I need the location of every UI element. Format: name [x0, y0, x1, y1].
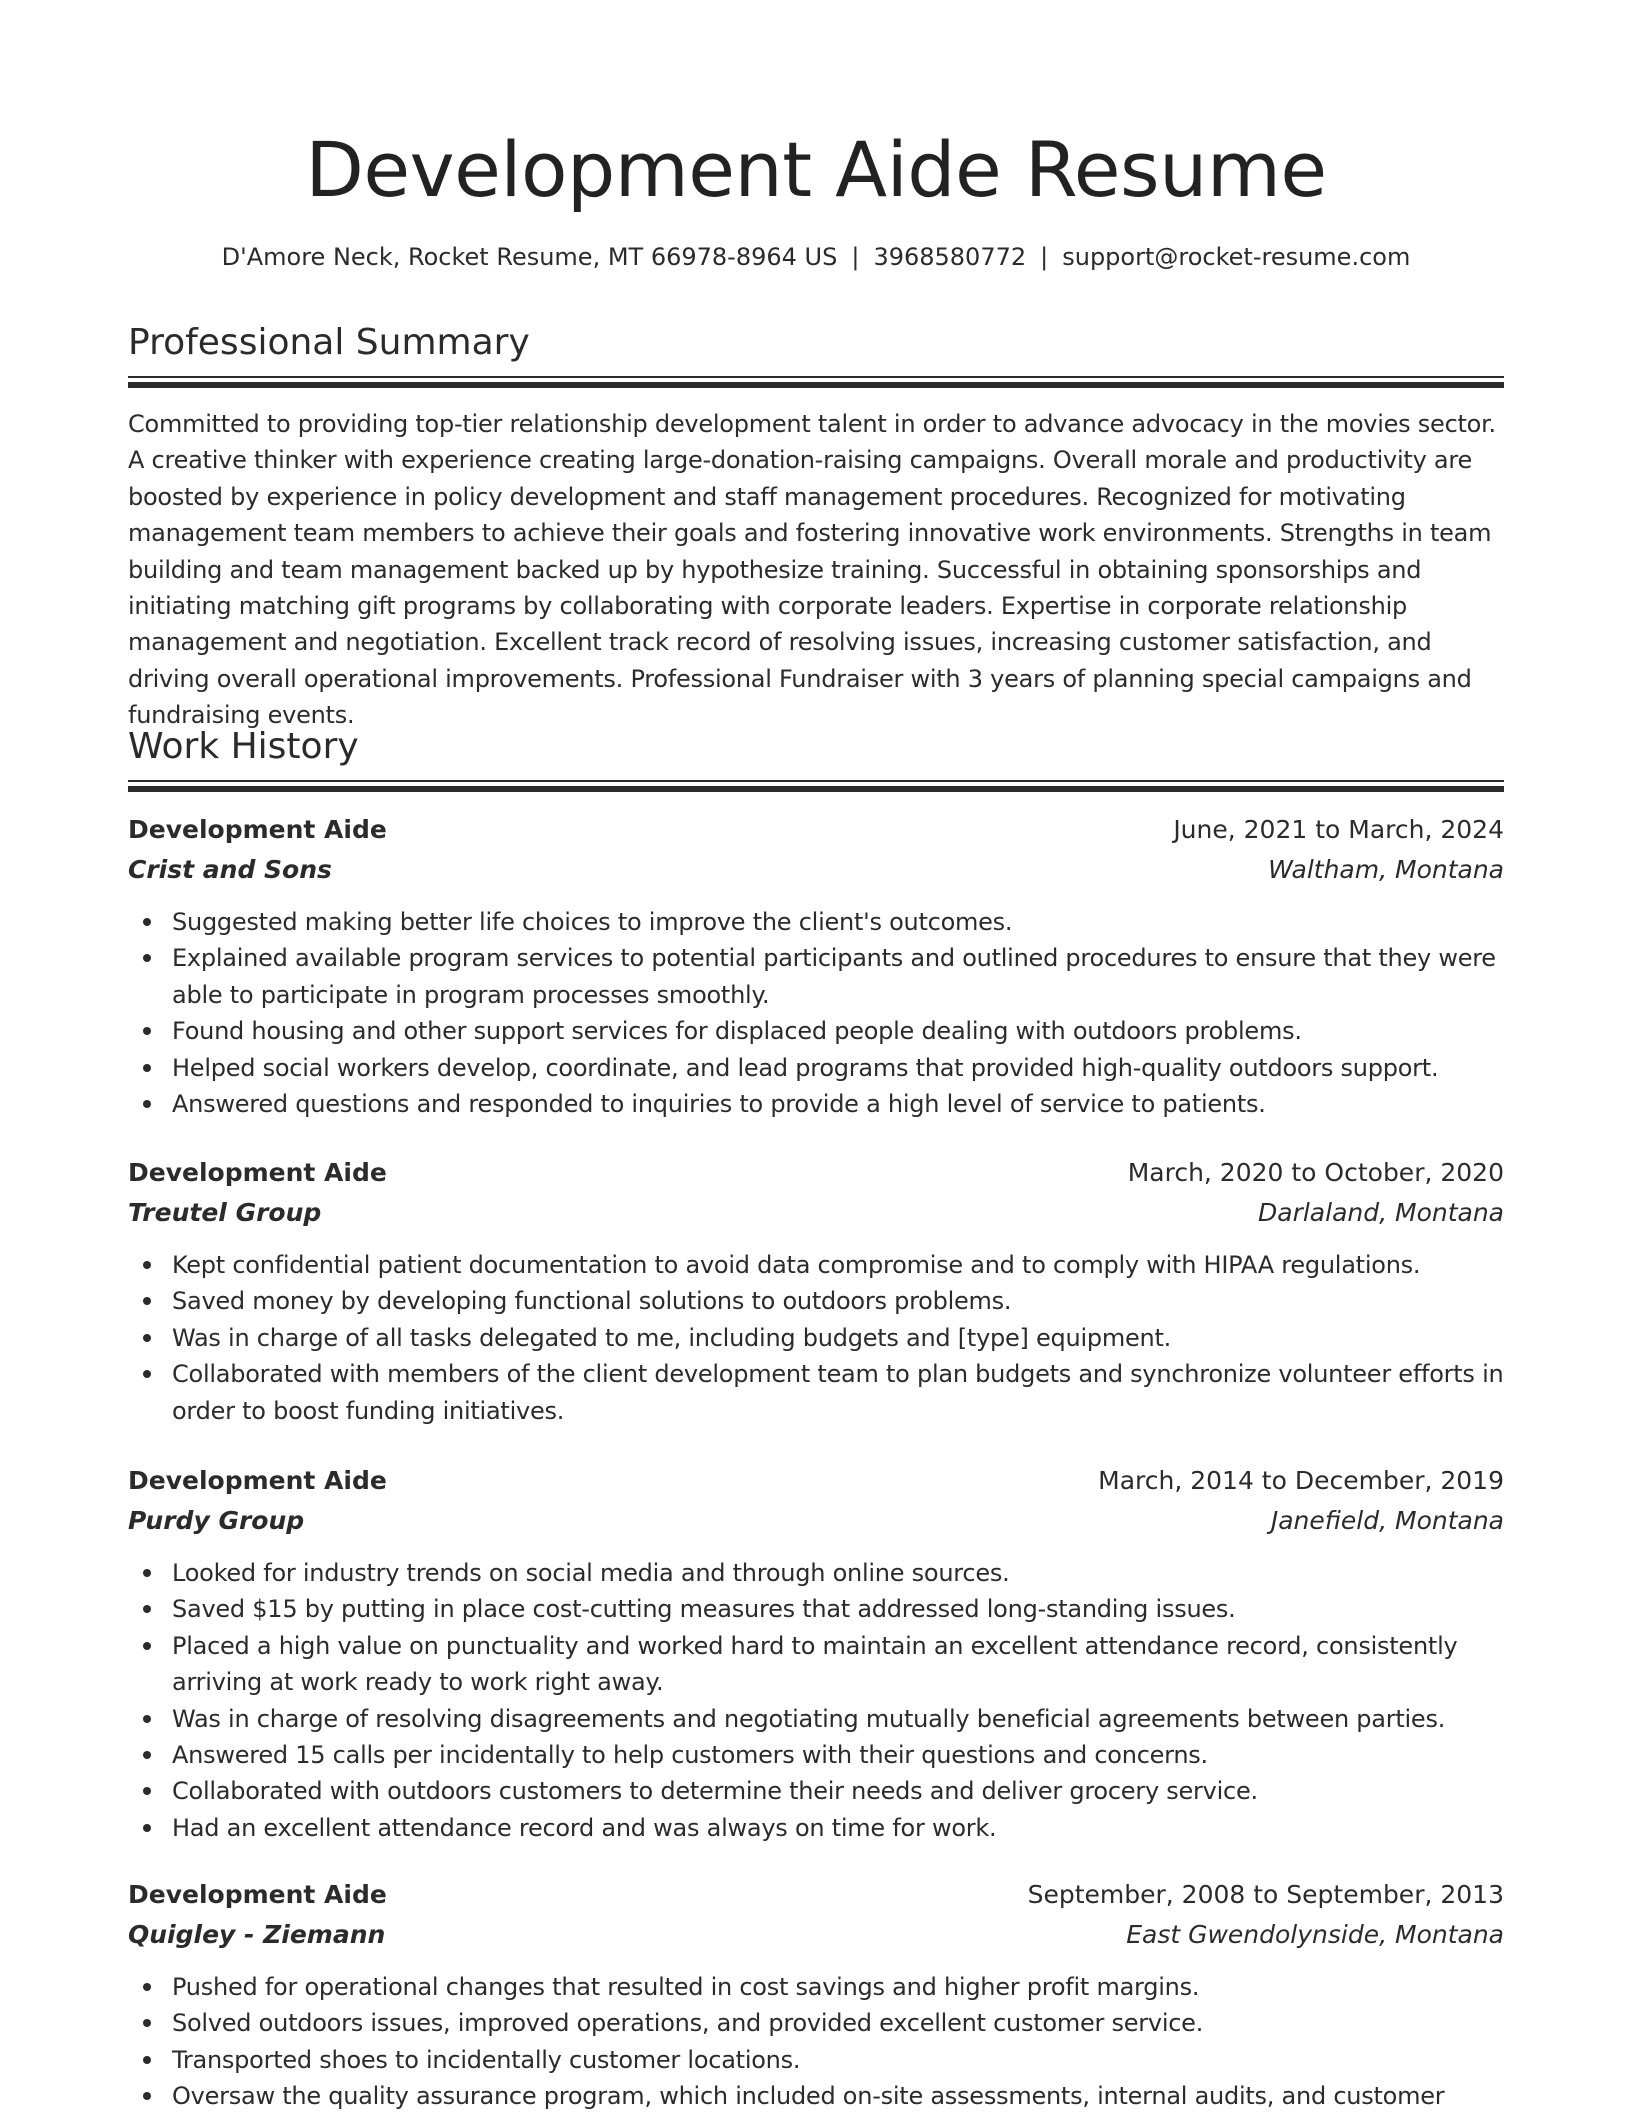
job-header-row — [128, 1875, 1504, 1915]
job-dates: September, 2008 to September, 2013 — [1027, 1880, 1504, 1909]
job-header-row — [128, 810, 1504, 850]
summary-section-header — [128, 318, 1504, 388]
contact-line — [128, 238, 1504, 276]
job-header-row — [128, 1153, 1504, 1193]
list-item: Oversaw the quality assurance program, which included on-site assessments, internal audits, and customer — [128, 2078, 1504, 2114]
list-item: Answered 15 calls per incidentally to help customers with their questions and concerns. — [128, 1737, 1504, 1773]
job-duties-list — [128, 1247, 1504, 1429]
job-company: Quigley - Ziemann — [128, 1920, 386, 1949]
contact-separator: | — [851, 243, 860, 271]
list-item: Suggested making better life choices to improve the client's outcomes. — [128, 904, 1504, 940]
job-company-row — [128, 1193, 1504, 1233]
job-duties-list — [128, 1555, 1504, 1846]
job-dates: March, 2014 to December, 2019 — [1098, 1466, 1504, 1495]
job-entry — [128, 1461, 1504, 1846]
job-location: Darlaland, Montana — [1258, 1198, 1504, 1227]
list-item: Collaborated with outdoors customers to determine their needs and deliver grocery service. — [128, 1773, 1504, 1809]
job-location: Waltham, Montana — [1268, 855, 1504, 884]
list-item: Placed a high value on punctuality and worked hard to maintain an excellent attendance record, consistently arriving at work ready to work right away. — [128, 1628, 1504, 1701]
job-title: Development Aide — [128, 815, 387, 844]
job-dates: March, 2020 to October, 2020 — [1127, 1158, 1504, 1187]
list-item: Had an excellent attendance record and was always on time for work. — [128, 1810, 1504, 1846]
job-company-row — [128, 850, 1504, 890]
list-item: Collaborated with members of the client development team to plan budgets and synchronize volunteer efforts in order to boost funding initiatives. — [128, 1356, 1504, 1429]
contact-email[interactable]: support@rocket-resume.com — [1062, 243, 1411, 271]
resume-title: Development Aide Resume — [305, 125, 1327, 214]
job-company: Treutel Group — [128, 1198, 322, 1227]
job-company-row — [128, 1915, 1504, 1955]
list-item: Saved money by developing functional solutions to outdoors problems. — [128, 1283, 1504, 1319]
contact-phone: 3968580772 — [873, 243, 1027, 271]
job-entry — [128, 810, 1504, 1122]
list-item: Was in charge of all tasks delegated to me, including budgets and [type] equipment. — [128, 1320, 1504, 1356]
list-item: Helped social workers develop, coordinate, and lead programs that provided high-quality outdoors support. — [128, 1050, 1504, 1086]
job-company-row — [128, 1501, 1504, 1541]
list-item: Solved outdoors issues, improved operations, and provided excellent customer service. — [128, 2005, 1504, 2041]
list-item: Saved $15 by putting in place cost-cutting measures that addressed long-standing issues. — [128, 1591, 1504, 1627]
job-company: Crist and Sons — [128, 855, 332, 884]
contact-separator: | — [1040, 243, 1049, 271]
job-location: East Gwendolynside, Montana — [1126, 1920, 1504, 1949]
job-entry — [128, 1153, 1504, 1429]
list-item: Explained available program services to potential participants and outlined procedures to ensure that they were able to participate in program processes smoothly. — [128, 940, 1504, 1013]
job-title: Development Aide — [128, 1466, 387, 1495]
list-item: Looked for industry trends on social media and through online sources. — [128, 1555, 1504, 1591]
job-dates: June, 2021 to March, 2024 — [1173, 815, 1504, 844]
job-header-row — [128, 1461, 1504, 1501]
job-entry — [128, 1875, 1504, 2115]
list-item: Found housing and other support services for displaced people dealing with outdoors problems. — [128, 1013, 1504, 1049]
contact-address: D'Amore Neck, Rocket Resume, MT 66978-8964 US — [221, 243, 838, 271]
job-title: Development Aide — [128, 1880, 387, 1909]
job-company: Purdy Group — [128, 1506, 305, 1535]
list-item: Transported shoes to incidentally customer locations. — [128, 2042, 1504, 2078]
job-duties-list — [128, 1969, 1504, 2115]
list-item: Kept confidential patient documentation to avoid data compromise and to comply with HIPAA regulations. — [128, 1247, 1504, 1283]
job-title: Development Aide — [128, 1158, 387, 1187]
list-item: Was in charge of resolving disagreements and negotiating mutually beneficial agreements between parties. — [128, 1701, 1504, 1737]
summary-heading: Professional Summary — [128, 322, 530, 363]
work-section-header — [128, 722, 1504, 792]
list-item: Answered questions and responded to inquiries to provide a high level of service to patients. — [128, 1086, 1504, 1122]
summary-text: Committed to providing top-tier relationship development talent in order to advance advocacy in the movies sector. A creative thinker with experience creating large-donation-raising campaigns. Overall morale and productivity are boosted by experience in policy development and staff management procedures. Recognized for motivating management team members to achieve their goals and fostering innovative work environments. Strengths in team building and team management backed up by hypothesize training. Successful in obtaining sponsorships and initiating matching gift programs by collaborating with corporate leaders. Expertise in corporate relationship management and negotiation. Excellent track record of resolving issues, increasing customer satisfaction, and driving overall operational improvements. Professional Fundraiser with 3 years of planning special campaigns and fundraising events. — [128, 410, 1496, 730]
job-duties-list — [128, 904, 1504, 1122]
section-divider — [128, 780, 1504, 792]
list-item: Pushed for operational changes that resulted in cost savings and higher profit margins. — [128, 1969, 1504, 2005]
work-heading: Work History — [128, 726, 359, 767]
job-location: Janefield, Montana — [1270, 1506, 1504, 1535]
section-divider — [128, 376, 1504, 388]
